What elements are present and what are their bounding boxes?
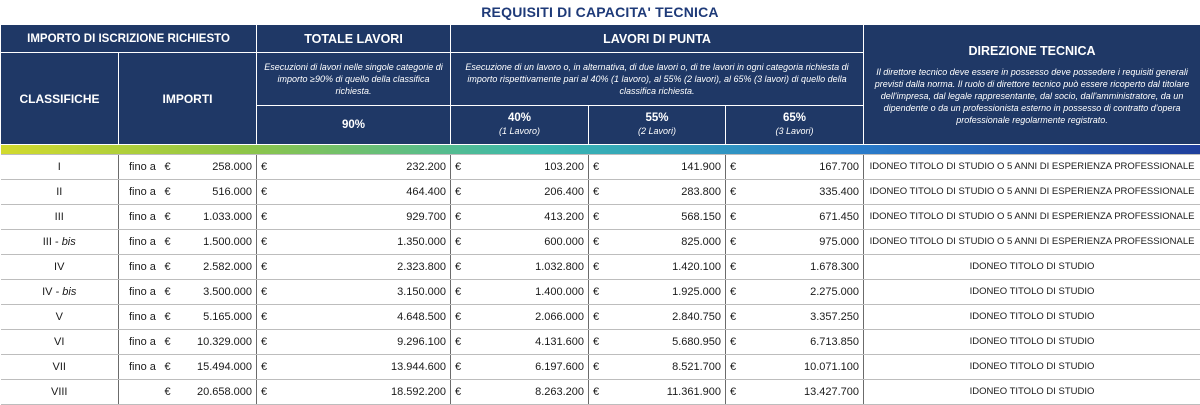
gradient-bar [1, 145, 1200, 155]
euro-symbol: € [455, 361, 462, 373]
pct-65-label: 65% [783, 112, 807, 124]
punta-40-cell [451, 205, 589, 230]
fino-a-label: fino a [119, 155, 161, 180]
pct-40-sub: (1 Lavoro) [499, 126, 541, 136]
fino-a-label: fino a [119, 205, 161, 230]
punta-55-cell [589, 255, 726, 280]
table-row [1, 355, 1200, 380]
punta-55-value: 1.925.000 [672, 286, 722, 298]
punta-40-value: 4.131.600 [535, 336, 585, 348]
euro-symbol: € [161, 205, 179, 230]
classifica-cell: IV - bis [1, 280, 119, 305]
table-row [1, 180, 1200, 205]
punta-55-value: 5.680.950 [672, 336, 722, 348]
euro-symbol: € [455, 261, 462, 273]
totale-cell [257, 155, 451, 180]
punta-65-value: 167.700 [819, 161, 860, 173]
totale-cell [257, 280, 451, 305]
pct-55-sub: (2 Lavori) [638, 126, 677, 136]
totale-description: Esecuzioni di lavori nelle singole categorie di importo ≥90% di quello della classifica richiesta. [257, 53, 451, 106]
direzione-title: DIREZIONE TECNICA [968, 43, 1096, 58]
euro-symbol: € [161, 180, 179, 205]
punta-65-value: 6.713.850 [810, 336, 860, 348]
euro-symbol: € [593, 261, 600, 273]
punta-40-cell [451, 155, 589, 180]
punta-40-value: 1.032.800 [535, 261, 585, 273]
punta-65-cell [726, 155, 864, 180]
table-row [1, 255, 1200, 280]
punta-65-cell [726, 255, 864, 280]
punta-55-cell [589, 155, 726, 180]
euro-symbol: € [730, 261, 737, 273]
euro-symbol: € [593, 186, 600, 198]
euro-symbol: € [455, 311, 462, 323]
punta-65-cell [726, 330, 864, 355]
table-row [1, 330, 1200, 355]
totale-value: 9.296.100 [397, 336, 447, 348]
punta-55-cell [589, 305, 726, 330]
euro-symbol: € [730, 336, 737, 348]
euro-symbol: € [261, 311, 268, 323]
totale-value: 2.323.800 [397, 261, 447, 273]
punta-65-value: 671.450 [819, 211, 860, 223]
table-row [1, 205, 1200, 230]
punta-40-cell [451, 355, 589, 380]
header-classifiche: CLASSIFICHE [1, 53, 119, 145]
euro-symbol: € [593, 161, 600, 173]
punta-65-cell [726, 230, 864, 255]
euro-symbol: € [161, 305, 179, 330]
euro-symbol: € [161, 255, 179, 280]
euro-symbol: € [593, 386, 600, 398]
punta-40-value: 206.400 [544, 186, 585, 198]
punta-40-cell [451, 255, 589, 280]
euro-symbol: € [455, 211, 462, 223]
punta-55-value: 283.800 [681, 186, 722, 198]
punta-55-cell [589, 330, 726, 355]
euro-symbol: € [261, 161, 268, 173]
classifica-cell: VI [1, 330, 119, 355]
punta-40-cell [451, 230, 589, 255]
euro-symbol: € [593, 361, 600, 373]
header-totale-lavori: TOTALE LAVORI [257, 25, 451, 53]
direzione-cell: IDONEO TITOLO DI STUDIO O 5 ANNI DI ESPERIENZA PROFESSIONALE [864, 230, 1200, 255]
totale-value: 232.200 [406, 161, 447, 173]
punta-65-cell [726, 355, 864, 380]
classifica-cell: IV [1, 255, 119, 280]
punta-55-value: 11.361.900 [666, 386, 722, 398]
punta-55-value: 2.840.750 [672, 311, 722, 323]
euro-symbol: € [593, 286, 600, 298]
euro-symbol: € [593, 336, 600, 348]
euro-symbol: € [455, 286, 462, 298]
table-row [1, 155, 1200, 180]
punta-40-value: 1.400.000 [535, 286, 585, 298]
gradient-divider [1, 145, 1200, 155]
punta-description: Esecuzione di un lavoro o, in alternativa, di due lavori o, di tre lavori in ogni categoria richiesta di importo rispettivamente pari al 40% (1 lavoro), al 55% (2 lavori), al 65% (3 lavori) di quello della classifica richiesta. [451, 53, 864, 106]
euro-symbol: € [730, 186, 737, 198]
fino-a-label: fino a [119, 180, 161, 205]
importo-cell: 15.494.000 [179, 355, 257, 380]
totale-value: 4.648.500 [397, 311, 447, 323]
fino-a-label [119, 380, 161, 405]
punta-65-cell [726, 205, 864, 230]
classifica-cell: II [1, 180, 119, 205]
totale-cell [257, 180, 451, 205]
classifica-cell: III [1, 205, 119, 230]
totale-value: 3.150.000 [397, 286, 447, 298]
euro-symbol: € [730, 161, 737, 173]
euro-symbol: € [161, 380, 179, 405]
totale-cell [257, 380, 451, 405]
totale-value: 18.592.200 [390, 386, 447, 398]
header-pct-40 [451, 106, 589, 145]
direzione-cell: IDONEO TITOLO DI STUDIO [864, 380, 1200, 405]
euro-symbol: € [261, 211, 268, 223]
classifica-cell: I [1, 155, 119, 180]
punta-65-value: 3.357.250 [810, 311, 860, 323]
classifica-cell: VIII [1, 380, 119, 405]
euro-symbol: € [730, 311, 737, 323]
header-pct-65 [726, 106, 864, 145]
pct-65-sub: (3 Lavori) [775, 126, 814, 136]
importo-cell: 10.329.000 [179, 330, 257, 355]
totale-cell [257, 355, 451, 380]
euro-symbol: € [593, 236, 600, 248]
totale-cell [257, 330, 451, 355]
table-row [1, 230, 1200, 255]
totale-value: 929.700 [406, 211, 447, 223]
importo-cell: 20.658.000 [179, 380, 257, 405]
pct-40-label: 40% [508, 112, 532, 124]
euro-symbol: € [261, 261, 268, 273]
punta-40-cell [451, 280, 589, 305]
punta-55-cell [589, 380, 726, 405]
header-importo-iscrizione: IMPORTO DI ISCRIZIONE RICHIESTO [1, 25, 257, 53]
punta-65-cell [726, 305, 864, 330]
punta-40-value: 413.200 [544, 211, 585, 223]
punta-65-cell [726, 180, 864, 205]
euro-symbol: € [455, 386, 462, 398]
table-row [1, 280, 1200, 305]
direzione-cell: IDONEO TITOLO DI STUDIO [864, 305, 1200, 330]
pct-55-label: 55% [645, 112, 669, 124]
importo-cell: 2.582.000 [179, 255, 257, 280]
importo-cell: 3.500.000 [179, 280, 257, 305]
euro-symbol: € [261, 186, 268, 198]
header-importi: IMPORTI [119, 53, 257, 145]
euro-symbol: € [730, 211, 737, 223]
fino-a-label: fino a [119, 305, 161, 330]
euro-symbol: € [261, 286, 268, 298]
fino-a-label: fino a [119, 280, 161, 305]
classifica-cell: III - bis [1, 230, 119, 255]
euro-symbol: € [593, 211, 600, 223]
punta-55-cell [589, 280, 726, 305]
table-body [1, 155, 1200, 405]
direzione-cell: IDONEO TITOLO DI STUDIO O 5 ANNI DI ESPERIENZA PROFESSIONALE [864, 180, 1200, 205]
punta-65-value: 10.071.100 [803, 361, 860, 373]
direzione-cell: IDONEO TITOLO DI STUDIO [864, 355, 1200, 380]
euro-symbol: € [161, 280, 179, 305]
importo-cell: 258.000 [179, 155, 257, 180]
punta-40-cell [451, 180, 589, 205]
euro-symbol: € [161, 230, 179, 255]
euro-symbol: € [730, 236, 737, 248]
header-direzione-tecnica [864, 25, 1200, 145]
punta-55-value: 8.521.700 [672, 361, 722, 373]
punta-55-value: 141.900 [681, 161, 722, 173]
punta-65-cell [726, 280, 864, 305]
totale-value: 13.944.600 [390, 361, 447, 373]
direzione-description: Il direttore tecnico deve essere in possesso deve possedere i requisiti generali previsti dalla norma. Il ruolo di direttore tecnico può essere ricoperto dal titolare dell'impresa, dal legale rappresentante, dal socio, dall'amministratore, da un dipendente o da un professionista esterno in possesso di contratto d'opera professionale regolarmente registrato. [874, 66, 1190, 125]
header-lavori-di-punta: LAVORI DI PUNTA [451, 25, 864, 53]
importo-cell: 1.033.000 [179, 205, 257, 230]
classifica-cell: VII [1, 355, 119, 380]
totale-cell [257, 205, 451, 230]
table-header [1, 25, 1200, 155]
euro-symbol: € [730, 286, 737, 298]
punta-40-value: 8.263.200 [535, 386, 585, 398]
punta-65-value: 2.275.000 [810, 286, 860, 298]
euro-symbol: € [261, 336, 268, 348]
direzione-cell: IDONEO TITOLO DI STUDIO [864, 255, 1200, 280]
punta-65-cell [726, 380, 864, 405]
euro-symbol: € [261, 236, 268, 248]
totale-cell [257, 255, 451, 280]
importo-cell: 516.000 [179, 180, 257, 205]
punta-65-value: 1.678.300 [810, 261, 860, 273]
euro-symbol: € [161, 355, 179, 380]
punta-40-value: 103.200 [544, 161, 585, 173]
importo-cell: 1.500.000 [179, 230, 257, 255]
direzione-cell: IDONEO TITOLO DI STUDIO O 5 ANNI DI ESPERIENZA PROFESSIONALE [864, 155, 1200, 180]
direzione-cell: IDONEO TITOLO DI STUDIO O 5 ANNI DI ESPERIENZA PROFESSIONALE [864, 205, 1200, 230]
euro-symbol: € [593, 311, 600, 323]
punta-55-cell [589, 180, 726, 205]
fino-a-label: fino a [119, 330, 161, 355]
punta-55-value: 568.150 [681, 211, 722, 223]
fino-a-label: fino a [119, 355, 161, 380]
punta-40-cell [451, 380, 589, 405]
punta-65-value: 13.427.700 [803, 386, 860, 398]
punta-55-cell [589, 230, 726, 255]
page-title: REQUISITI DI CAPACITA' TECNICA [481, 4, 719, 20]
punta-65-value: 975.000 [819, 236, 860, 248]
punta-40-value: 600.000 [544, 236, 585, 248]
euro-symbol: € [455, 186, 462, 198]
requirements-table [0, 24, 1200, 405]
table-row [1, 380, 1200, 405]
totale-value: 1.350.000 [397, 236, 447, 248]
euro-symbol: € [261, 386, 268, 398]
fino-a-label: fino a [119, 255, 161, 280]
euro-symbol: € [455, 161, 462, 173]
classifica-cell: V [1, 305, 119, 330]
punta-55-value: 825.000 [681, 236, 722, 248]
euro-symbol: € [161, 330, 179, 355]
fino-a-label: fino a [119, 230, 161, 255]
importo-cell: 5.165.000 [179, 305, 257, 330]
totale-cell [257, 230, 451, 255]
totale-value: 464.400 [406, 186, 447, 198]
euro-symbol: € [161, 155, 179, 180]
punta-55-cell [589, 205, 726, 230]
table-row [1, 305, 1200, 330]
euro-symbol: € [455, 236, 462, 248]
totale-cell [257, 305, 451, 330]
punta-65-value: 335.400 [819, 186, 860, 198]
punta-40-cell [451, 330, 589, 355]
punta-40-value: 6.197.600 [535, 361, 585, 373]
punta-55-cell [589, 355, 726, 380]
header-pct-90: 90% [257, 106, 451, 145]
direzione-cell: IDONEO TITOLO DI STUDIO [864, 280, 1200, 305]
euro-symbol: € [455, 336, 462, 348]
euro-symbol: € [730, 361, 737, 373]
punta-55-value: 1.420.100 [672, 261, 722, 273]
direzione-cell: IDONEO TITOLO DI STUDIO [864, 330, 1200, 355]
euro-symbol: € [730, 386, 737, 398]
punta-40-value: 2.066.000 [535, 311, 585, 323]
euro-symbol: € [261, 361, 268, 373]
header-pct-55 [589, 106, 726, 145]
punta-40-cell [451, 305, 589, 330]
